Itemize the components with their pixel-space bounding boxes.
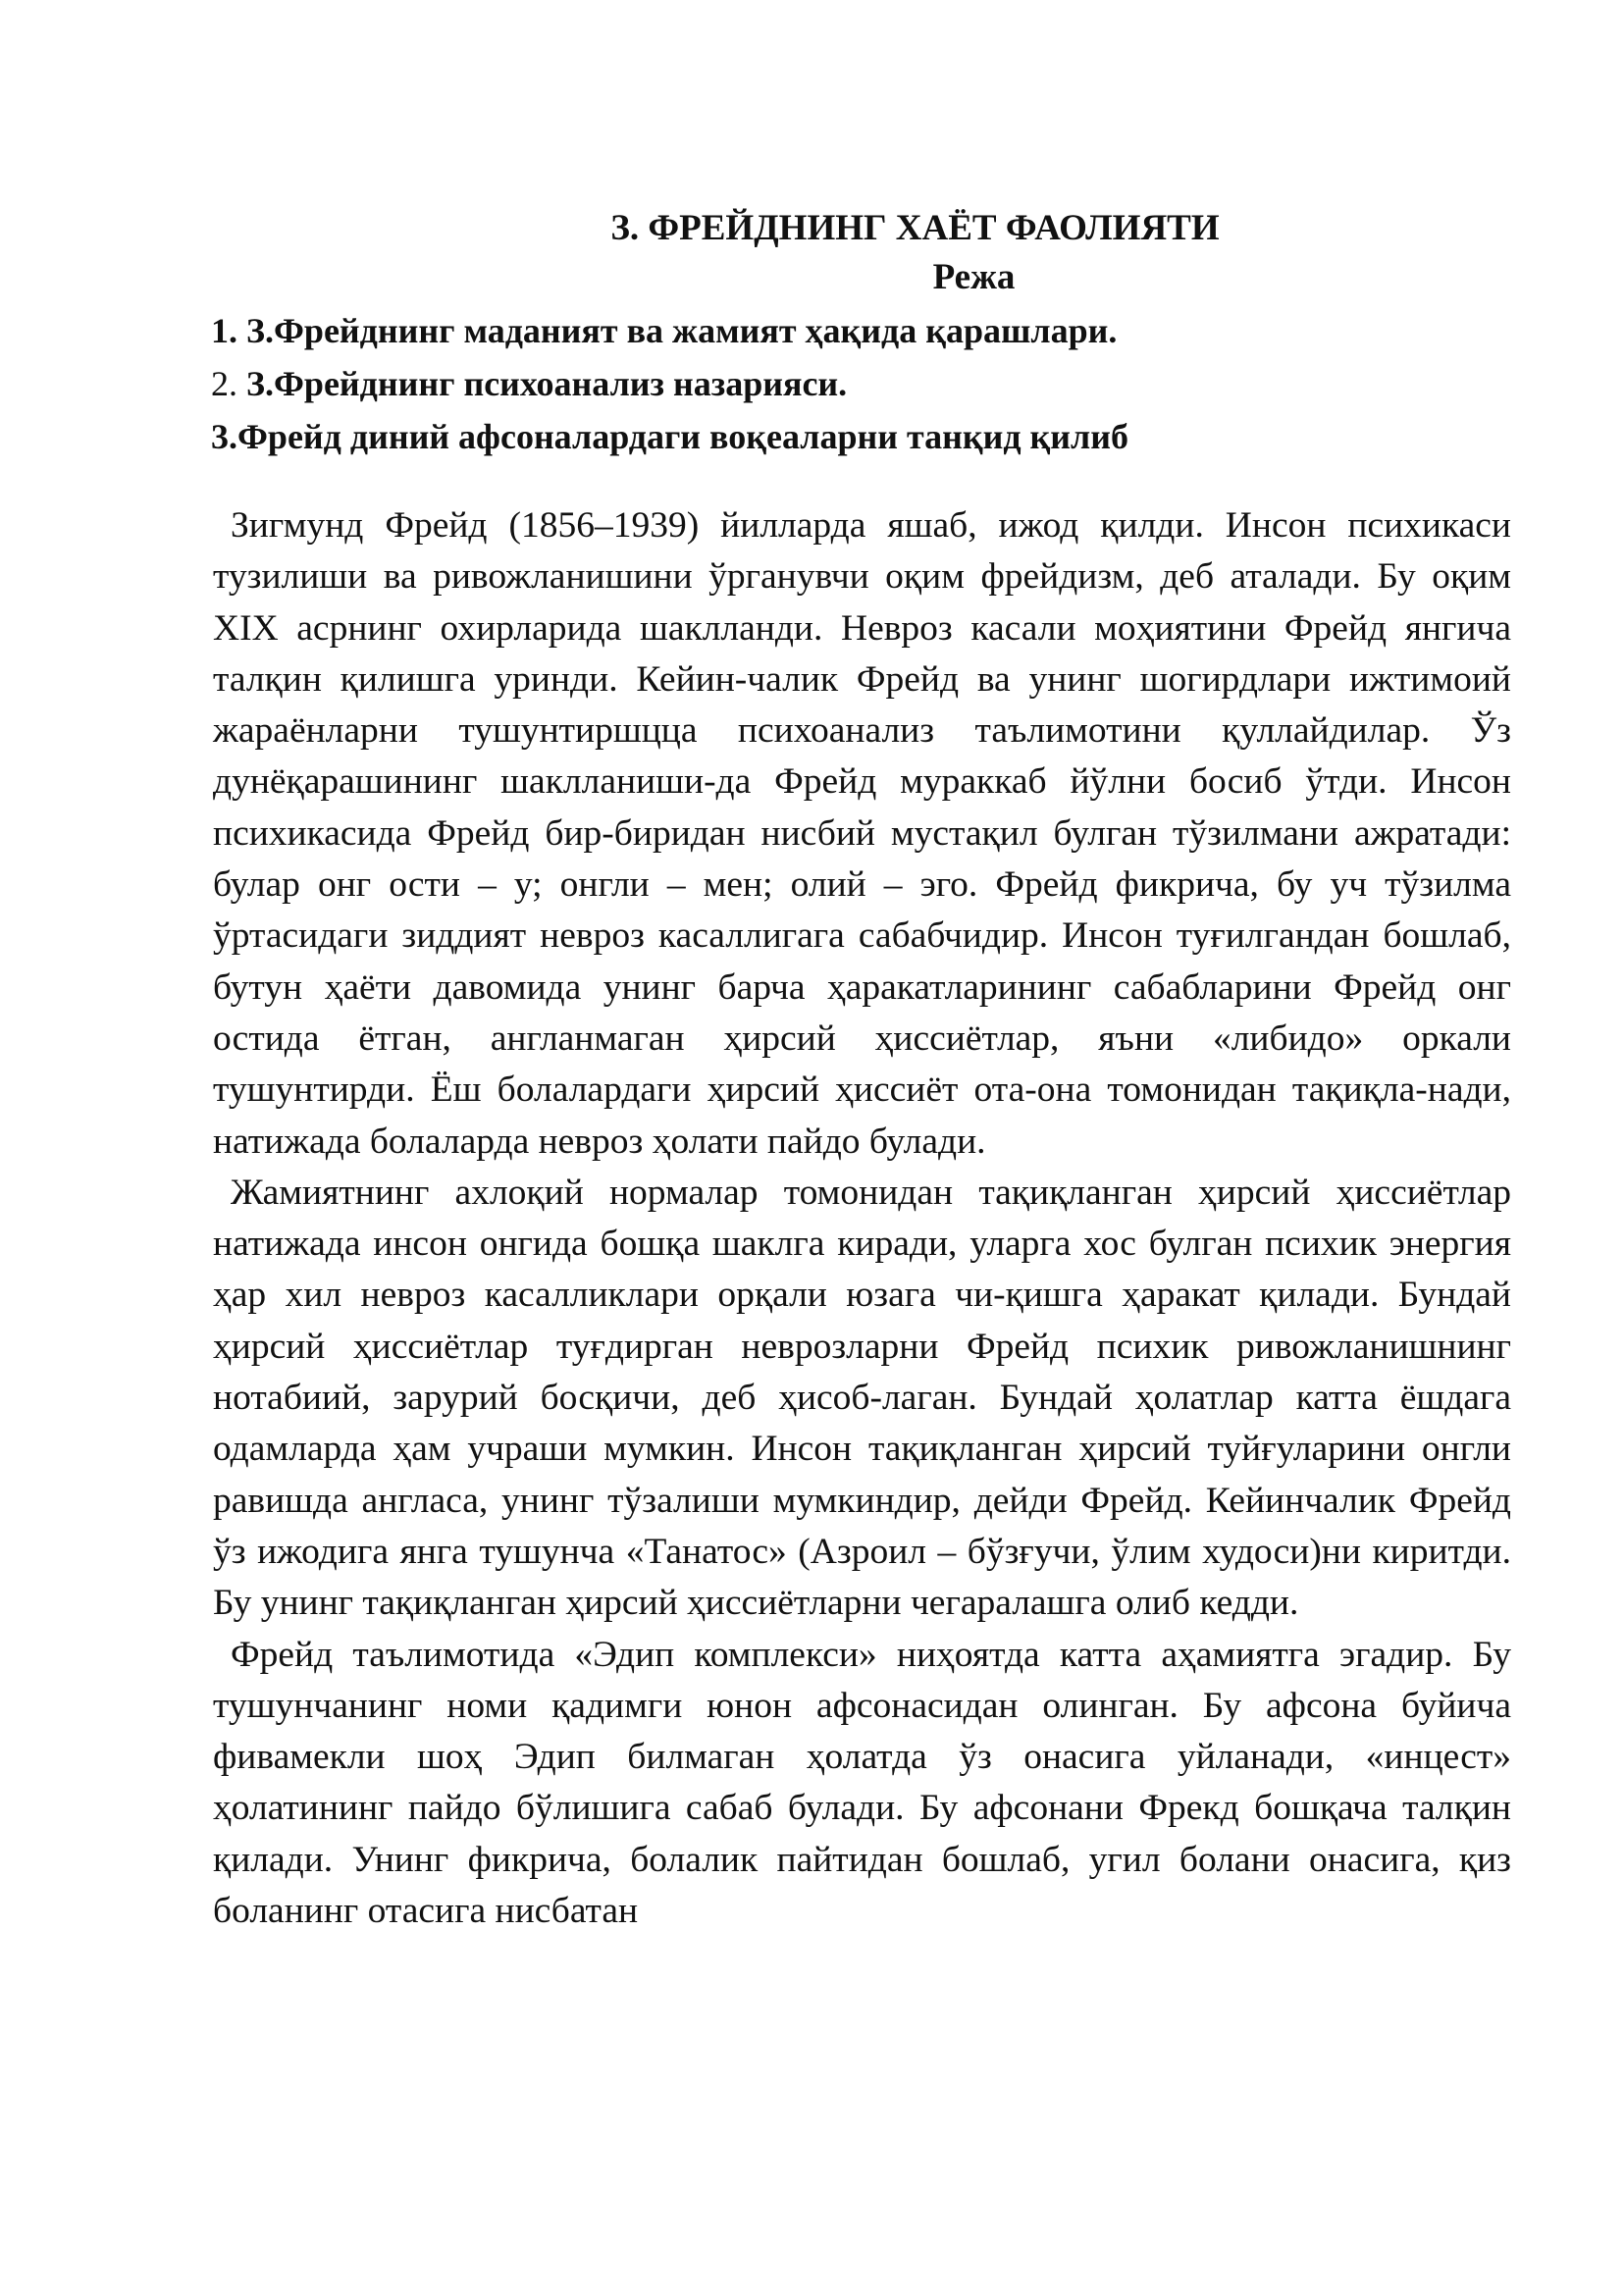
plan-heading: Режа <box>932 257 1016 297</box>
paragraph: Жамиятнинг ахлоқий нормалар томонидан тақиқланган ҳирсий ҳиссиётлар натижада инсон онгида бошқа шаклга киради, уларга хос булган психик энергия ҳар хил невроз касалликлари орқали юзага чи-қишга ҳаракат қилади. Бундай ҳирсий ҳиссиётлар туғдирган неврозларни Фрейд психик ривожланишнинг нотабиий, зарурий босқичи, деб ҳисоб-лаган. Бундай ҳолатлар катта ёшдага одамларда ҳам учраши мумкин. Инсон тақиқланган ҳирсий туйғуларини онгли равишда англаса, унинг тўзалиши мумкиндир, дейди Фрейд. Кейинчалик Фрейд ўз ижодига янга тушунча «Танатос» (Азроил – бўзғучи, ўлим худоси)ни киритди. Бу унинг тақиқланган ҳирсий ҳиссиётларни чегаралашга олиб кедди. <box>213 1172 1511 1624</box>
body-text <box>213 500 1511 1937</box>
plan-item-text: З.Фрейднинг маданият ва жамият ҳақида қарашлари. <box>246 311 1118 350</box>
plan-item <box>211 410 1487 463</box>
plan-item <box>211 357 1487 410</box>
plan-list <box>211 304 1487 463</box>
plan-item-text: 3.Фрейд диний афсоналардаги воқеаларни танқид қилиб <box>211 417 1128 456</box>
plan-item-number: 2. <box>211 364 237 403</box>
plan-item <box>211 304 1487 357</box>
paragraph: Фрейд таълимотида «Эдип комплекси» ниҳоятда катта аҳамиятга эгадир. Бу тушунчанинг номи қадимги юнон афсонасидан олинган. Бу афсона буйича фивамекли шоҳ Эдип билмаган ҳолатда ўз онасига уйланади, «инцест» ҳолатининг пайдо бўлишига сабаб булади. Бу афсонани Фрекд бошқача талқин қилади. Унинг фикрича, болалик пайтидан бошлаб, угил болани онасига, қиз боланинг отасига нисбатан <box>213 1634 1511 1932</box>
document-title: З. ФРЕЙДНИНГ ХАЁТ ФАОЛИЯТИ <box>610 208 1220 248</box>
plan-item-text: З.Фрейднинг психоанализ назарияси. <box>246 364 848 403</box>
paragraph: Зигмунд Фрейд (1856–1939) йилларда яшаб, ижод қилди. Инсон психикаси тузилиши ва ривожланишини ўрганувчи оқим фрейдизм, деб аталади. Бу оқим XIX асрнинг охирларида шаклланди. Невроз касали моҳиятини Фрейд янгича талқин қилишга уринди. Кейин-чалик Фрейд ва унинг шогирдлари ижтимоий жараёнларни тушунтиршцца психоанализ таълимотини қуллайдилар. Ўз дунёқарашининг шаклланиши-да Фрейд мураккаб йўлни босиб ўтди. Инсон психикасида Фрейд бир-биридан нисбий мустақил булган тўзилмани ажратади: булар онг ости – у; онгли – мен; олий – эго. Фрейд фикрича, бу уч тўзилма ўртасидаги зиддият невроз касаллигага сабабчидир. Инсон туғилгандан бошлаб, бутун ҳаёти давомида унинг барча ҳаракатларининг сабабларини Фрейд онг остида ётган, англанмаган ҳирсий ҳиссиётлар, яъни «либидо» оркали тушунтирди. Ёш болалардаги ҳирсий ҳиссиёт ота-она томонидан тақиқла-нади, натижада болаларда невроз ҳолати пайдо булади. <box>213 505 1511 1162</box>
plan-item-number: 1. <box>211 311 237 350</box>
